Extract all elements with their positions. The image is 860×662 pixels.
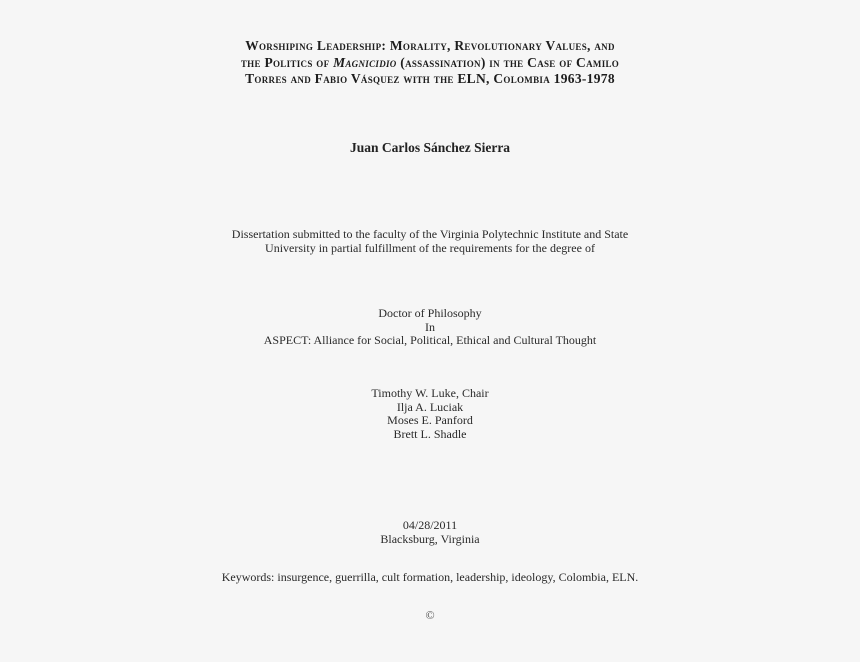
title-line-1: Worshiping Leadership: Morality, Revolutionary Values, and (245, 38, 615, 53)
author-name: Juan Carlos Sánchez Sierra (349, 140, 511, 155)
date-location-block (0, 518, 860, 546)
defense-location: Blacksburg, Virginia (380, 532, 480, 546)
degree-block (0, 307, 860, 348)
statement-line-2: University in partial fulfillment of the requirements for the degree of (265, 241, 595, 255)
title-line-2-post: (assassination) in the Case of Camilo (396, 54, 620, 70)
degree-name: Doctor of Philosophy (378, 306, 482, 320)
defense-date: 04/28/2011 (402, 518, 458, 532)
committee-member: Moses E. Panford (387, 413, 473, 427)
committee-member: Brett L. Shadle (393, 426, 467, 441)
committee-member: Timothy W. Luke, Chair (371, 386, 489, 400)
degree-program: ASPECT: Alliance for Social, Political, Ethical and Cultural Thought (263, 333, 597, 347)
title-line-2 (0, 55, 860, 72)
title-line-2-pre: the Politics of (240, 54, 334, 70)
statement-line-1: Dissertation submitted to the faculty of the Virginia Polytechnic Institute and State (231, 227, 629, 241)
committee-member: Ilja A. Luciak (396, 399, 464, 414)
title-italic-term: Magnicidio (333, 54, 397, 70)
dissertation-title (0, 38, 860, 88)
submission-statement (0, 227, 860, 255)
copyright-symbol: © (425, 608, 435, 622)
keywords-line: Keywords: insurgence, guerrilla, cult formation, leadership, ideology, Colombia, ELN. (221, 570, 639, 584)
degree-in: In (425, 319, 435, 334)
committee-list (0, 387, 860, 441)
title-line-3: Torres and Fabio Vásquez with the ELN, Colombia 1963-1978 (245, 71, 615, 86)
